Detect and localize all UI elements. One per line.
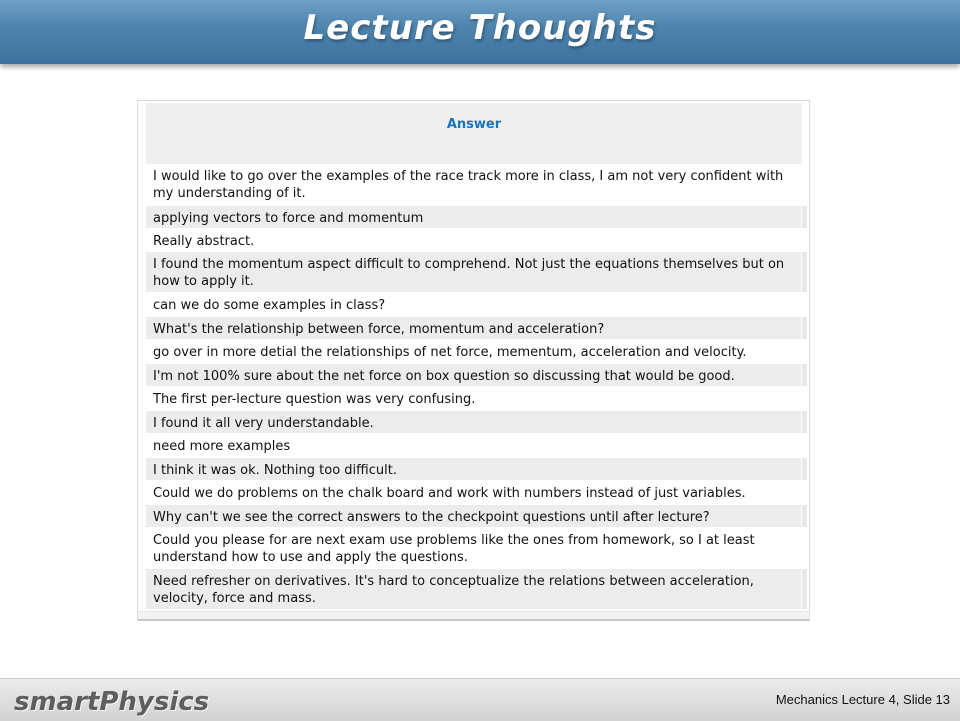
table-row: I would like to go over the examples of the race track more in class, I am not very confident with my understanding of it. xyxy=(153,169,784,201)
row-edge xyxy=(802,364,807,386)
smartphysics-logo: smartPhysics xyxy=(14,687,210,717)
table-row: The first per-lecture question was very confusing. xyxy=(153,392,476,407)
row-edge xyxy=(802,252,807,292)
title-banner xyxy=(0,0,960,64)
table-row: What's the relationship between force, momentum and acceleration? xyxy=(146,317,801,339)
row-edge xyxy=(802,411,807,433)
table-row: applying vectors to force and momentum xyxy=(146,206,801,228)
slide-title: Lecture Thoughts xyxy=(303,8,657,48)
table-row: I think it was ok. Nothing too difficult. xyxy=(146,458,801,480)
table-row: can we do some examples in class? xyxy=(153,298,386,313)
row-edge xyxy=(802,206,807,228)
table-row: Really abstract. xyxy=(153,234,255,249)
table-row: Could you please for are next exam use problems like the ones from homework, so I at least understand how to use and apply the questions. xyxy=(153,533,755,565)
table-row: Why can't we see the correct answers to the checkpoint questions until after lecture? xyxy=(146,505,801,527)
table-row: Could we do problems on the chalk board and work with numbers instead of just variables. xyxy=(153,486,746,501)
table-header xyxy=(146,103,802,164)
table-row: I found it all very understandable. xyxy=(146,411,801,433)
row-edge xyxy=(802,317,807,339)
row-edge xyxy=(802,505,807,527)
table-row: need more examples xyxy=(153,439,291,454)
table-row: I'm not 100% sure about the net force on box question so discussing that would be good. xyxy=(146,364,801,386)
slide-footer xyxy=(0,678,960,721)
table-bottom-border xyxy=(138,611,809,621)
answer-table xyxy=(137,100,810,621)
table-row: go over in more detial the relationships of net force, mementum, acceleration and velocity. xyxy=(153,345,747,360)
row-edge xyxy=(802,569,807,609)
row-edge xyxy=(802,458,807,480)
slide-reference: Mechanics Lecture 4, Slide 13 xyxy=(775,692,950,707)
table-row: Need refresher on derivatives. It's hard to conceptualize the relations between acceleration, velocity, force and mass. xyxy=(146,569,801,609)
column-header-answer: Answer xyxy=(446,117,502,132)
table-row: I found the momentum aspect difficult to comprehend. Not just the equations themselves but on how to apply it. xyxy=(146,252,801,292)
